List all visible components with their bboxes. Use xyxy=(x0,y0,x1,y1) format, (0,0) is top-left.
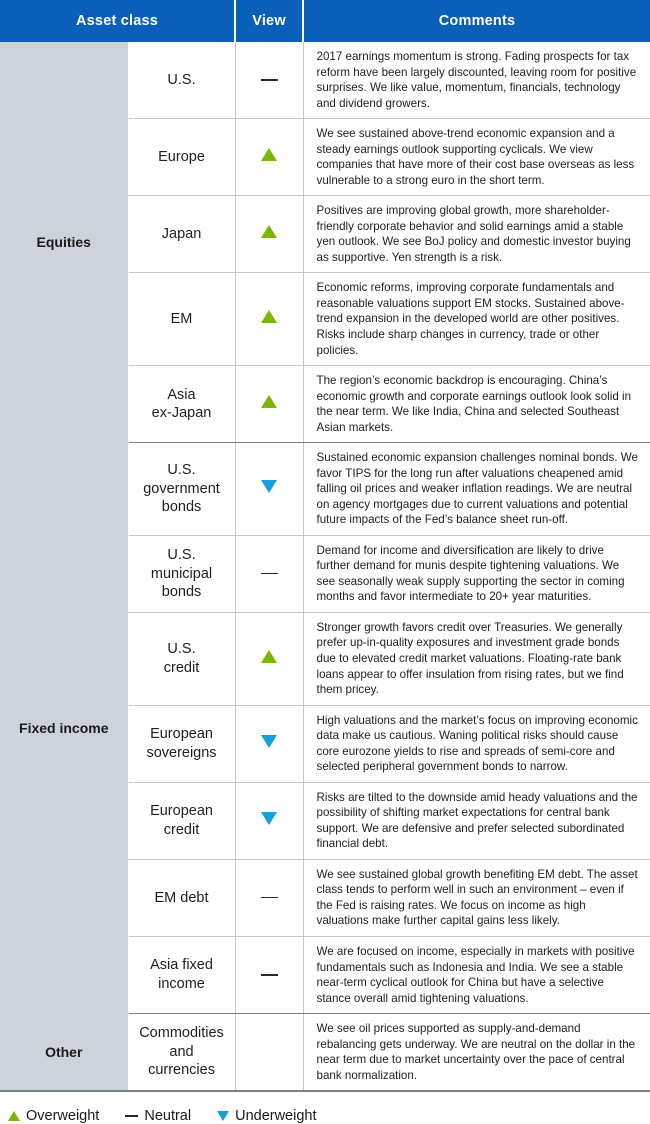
asset-subclass-label: U.S. credit xyxy=(128,612,235,705)
triangle-down-icon xyxy=(261,480,277,493)
legend-label: Overweight xyxy=(26,1108,100,1124)
table-row xyxy=(0,1014,650,1092)
comment-text: Positives are improving global growth, more shareholder-friendly corporate behavior and solid earnings amid a stable yen outlook. We see BoJ policy and domestic investor buying as supportive. Yen strength is a risk. xyxy=(303,196,650,273)
legend-item xyxy=(125,1108,191,1124)
dash-icon xyxy=(261,974,278,976)
empty-view-marker xyxy=(269,1055,270,1056)
triangle-up-icon xyxy=(261,650,277,663)
asset-subclass-label: Europe xyxy=(128,119,235,196)
legend-label: Underweight xyxy=(235,1108,317,1124)
asset-class-group-equities xyxy=(0,42,128,443)
comment-text: We see sustained above-trend economic expansion and a steady earnings outlook supporting cyclicals. We view companies that have more of their cost base overseas as less vulnerable to a strong euro in the short term. xyxy=(303,119,650,196)
dash-icon xyxy=(261,79,278,81)
asset-subclass-label: U.S. xyxy=(128,42,235,119)
view-indicator-cell xyxy=(235,535,303,612)
group-label: Fixed income xyxy=(19,720,109,737)
column-header-view: View xyxy=(235,0,303,42)
asset-subclass-label: Japan xyxy=(128,196,235,273)
comment-text: 2017 earnings momentum is strong. Fading prospects for tax reform have been largely discounted, leaving room for positive surprises. We like value, momentum, financials, technology and dividend growers. xyxy=(303,42,650,119)
asset-subclass-label: U.S. municipal bonds xyxy=(128,535,235,612)
asset-subclass-label: EM debt xyxy=(128,859,235,936)
legend-item xyxy=(217,1108,316,1124)
triangle-down-icon xyxy=(261,735,277,748)
header-row xyxy=(0,0,650,42)
table-body xyxy=(0,42,650,1091)
view-indicator-cell xyxy=(235,366,303,443)
triangle-up-icon xyxy=(261,310,277,323)
comment-text: High valuations and the market’s focus on improving economic data make us cautious. Waning political risks should cause core eurozone yields to rise and spreads of semi-core and selected peripheral government bonds to narrow. xyxy=(303,705,650,782)
view-indicator-cell xyxy=(235,1014,303,1092)
view-indicator-cell xyxy=(235,705,303,782)
asset-subclass-label: Commodities and currencies xyxy=(128,1014,235,1092)
asset-subclass-label: EM xyxy=(128,273,235,366)
view-indicator-cell xyxy=(235,612,303,705)
table-row xyxy=(0,42,650,119)
view-indicator-cell xyxy=(235,859,303,936)
group-label: Equities xyxy=(36,234,91,251)
column-header-asset-class: Asset class xyxy=(0,0,235,42)
legend-label: Neutral xyxy=(144,1108,192,1124)
comment-text: Sustained economic expansion challenges nominal bonds. We favor TIPS for the long run after valuations cheapened amid falling oil prices and weaker inflation readings. We are neutral on agency mortgages due to current valuations and potential future impacts of the Fed’s balance sheet run-off. xyxy=(303,443,650,536)
triangle-up-icon xyxy=(8,1111,20,1121)
asset-subclass-label: European sovereigns xyxy=(128,705,235,782)
asset-class-group-other xyxy=(0,1014,128,1092)
comment-text: We see oil prices supported as supply-and-demand rebalancing gets underway. We are neutral on the dollar in the near term due to market uncertainty over the pace of central bank normalization. xyxy=(303,1014,650,1092)
asset-class-group-fixed-income xyxy=(0,443,128,1014)
dash-icon xyxy=(261,897,278,899)
view-indicator-cell xyxy=(235,119,303,196)
triangle-down-icon xyxy=(261,812,277,825)
asset-subclass-label: U.S. government bonds xyxy=(128,443,235,536)
asset-subclass-label: Asia fixed income xyxy=(128,936,235,1013)
comment-text: Economic reforms, improving corporate fundamentals and reasonable valuations support EM stocks. Sustained above-trend expansion in the developed world are other positives. Risks include sharp changes in currency, trade or other policies. xyxy=(303,273,650,366)
comment-text: We are focused on income, especially in markets with positive fundamentals such as Indonesia and India. We see a stable near-term cyclical outlook for China but have a selective stance overall amid tightening valuations. xyxy=(303,936,650,1013)
legend-item xyxy=(8,1108,99,1124)
comment-text: Stronger growth favors credit over Treasuries. We generally prefer up-in-quality exposures and investment grade bonds due to elevated credit market valuations. Floating-rate bank loans appear to offer insulation from rising rates, but we find them pricey. xyxy=(303,612,650,705)
asset-subclass-label: Asia ex-Japan xyxy=(128,366,235,443)
view-indicator-cell xyxy=(235,42,303,119)
view-indicator-cell xyxy=(235,273,303,366)
view-indicator-cell xyxy=(235,443,303,536)
legend xyxy=(0,1092,650,1124)
view-indicator-cell xyxy=(235,936,303,1013)
comment-text: We see sustained global growth benefiting EM debt. The asset class tends to perform well in such an environment – even if the Fed is raising rates. We focus on income as high valuations make further capital gains less likely. xyxy=(303,859,650,936)
comment-text: Demand for income and diversification are likely to drive further demand for munis despite tightening valuations. We see seasonally weak supply supporting the sector in coming months and favor intermediate to 20+ year maturities. xyxy=(303,535,650,612)
view-indicator-cell xyxy=(235,782,303,859)
triangle-up-icon xyxy=(261,395,277,408)
table-row xyxy=(0,443,650,536)
dash-icon xyxy=(125,1115,138,1117)
comment-text: Risks are tilted to the downside amid heady valuations and the possibility of shifting market expectations for central bank support. We are defensive and prefer selected subordinated financial debt. xyxy=(303,782,650,859)
view-indicator-cell xyxy=(235,196,303,273)
table-header xyxy=(0,0,650,42)
column-header-comments: Comments xyxy=(303,0,650,42)
group-label: Other xyxy=(45,1043,83,1060)
comment-text: The region’s economic backdrop is encouraging. China’s economic growth and corporate earnings outlook look solid in the near term. We like India, China and selected Southeast Asian markets. xyxy=(303,366,650,443)
dash-icon xyxy=(261,573,278,575)
asset-subclass-label: European credit xyxy=(128,782,235,859)
triangle-up-icon xyxy=(261,148,277,161)
triangle-down-icon xyxy=(217,1111,229,1121)
triangle-up-icon xyxy=(261,225,277,238)
